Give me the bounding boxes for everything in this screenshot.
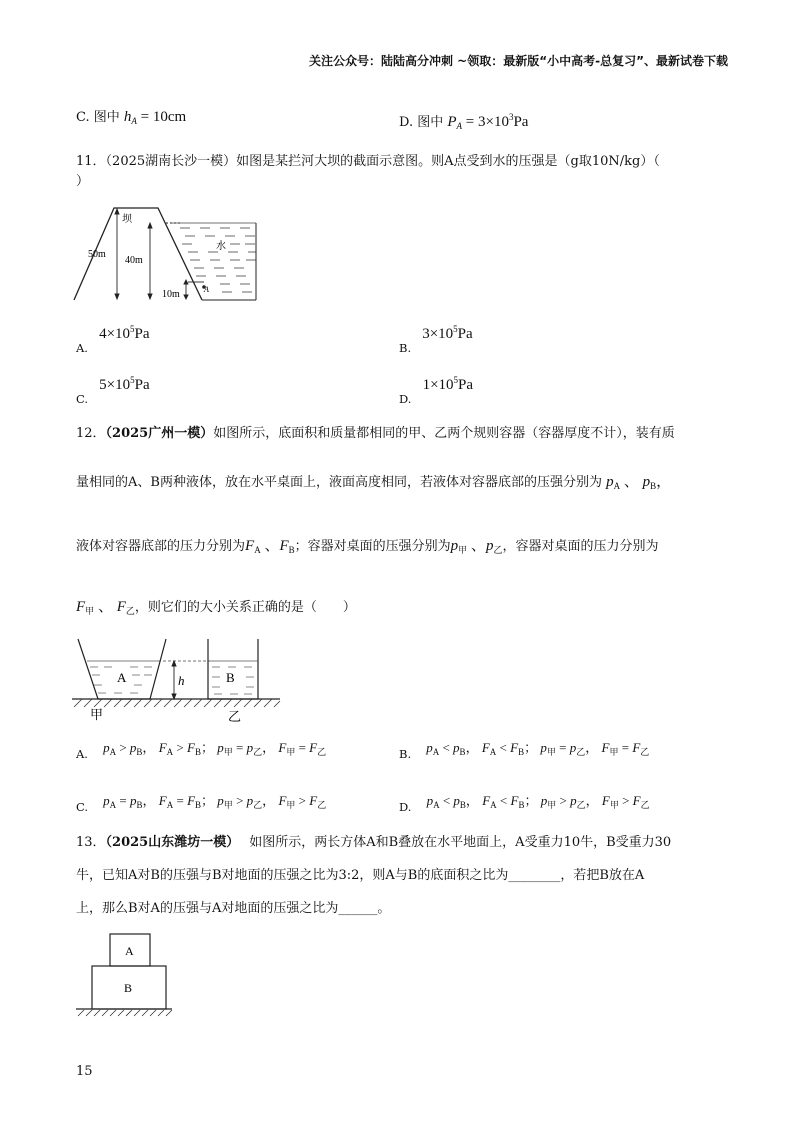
height-10m-label: 10m (162, 289, 180, 300)
q10-option-d (399, 108, 528, 135)
q12-stem-line1 (76, 425, 675, 443)
dam-label: 坝 (122, 214, 132, 225)
container-jia (78, 639, 166, 699)
q11-option-c-value: $5\times 10^5Pa$ (99, 375, 150, 393)
q12-line3-text: 液体对容器底部的压力分别为 (76, 539, 246, 554)
h-arrow (172, 661, 176, 699)
q13-blocks-figure (74, 930, 174, 1020)
q12-option-a (76, 737, 327, 761)
q13-stem-line1 (76, 834, 671, 852)
liquid-b-label: B (226, 670, 235, 685)
q11-option-c-letter: C. (76, 392, 89, 406)
q12-option-b-relations: $p_A < p_B$， $F_A < F_B$； $p_甲 = p_乙$， $F_甲 = F_乙$ (426, 740, 650, 757)
container-yi (208, 639, 258, 699)
q12-option-a-relations: $p_A > p_B$， $F_A > F_B$； $p_甲 = p_乙$， $F_甲 = F_乙$ (103, 740, 327, 757)
q12-Fjia-Fyi: $F_甲$ 、 $F_乙$ (76, 599, 135, 616)
ground-hatching (78, 1010, 172, 1016)
q10-option-c-label: C. 图中 (76, 110, 120, 125)
table-hatching (74, 699, 280, 707)
q12-FA-FB: $F_A$ 、$F_B$ (245, 538, 295, 555)
q12-option-c-letter: C. (76, 800, 89, 814)
q11-option-a (76, 323, 150, 355)
q12-stem-line3 (76, 537, 658, 559)
q12-option-a-letter: A. (76, 747, 88, 761)
q12-pjia-pyi: $p_甲$ 、$p_乙$ (450, 538, 503, 555)
block-a-label: A (125, 944, 134, 958)
q12-source: （2025广州一模） (105, 426, 214, 441)
q11-option-c (76, 374, 150, 406)
q12-containers-figure (70, 633, 285, 725)
q10-option-d-math: $P_A = 3\times 10^3Pa$ (447, 112, 529, 131)
q11-option-d-letter: D. (399, 392, 412, 406)
q13-stem-line2: 牛，已知A对B的压强与B对地面的压强之比为3:2，则A与B的底面积之比为________，若把B放在A (76, 868, 645, 883)
q12-option-d (399, 790, 650, 814)
block-b-label: B (124, 981, 133, 995)
page-number: 15 (76, 1064, 93, 1079)
q11-option-d (399, 374, 474, 406)
q12-stem-line4 (76, 598, 356, 620)
q12-option-d-relations: $p_A < p_B$， $F_A < F_B$； $p_甲 > p_乙$， $F_甲 > F_乙$ (426, 793, 650, 810)
water-region (170, 223, 256, 292)
liquid-a-label: A (117, 670, 127, 685)
q11-option-b-letter: B. (399, 341, 412, 355)
q11-option-b (399, 323, 473, 355)
q12-option-b-letter: B. (399, 747, 412, 761)
q12-option-b (399, 737, 650, 761)
q12-stem-line2 (76, 473, 671, 495)
q12-option-d-letter: D. (399, 800, 412, 814)
h-label: h (178, 673, 185, 688)
q10-option-c (76, 108, 186, 130)
q12-option-c-relations: $p_A = p_B$， $F_A = F_B$； $p_甲 > p_乙$， $F_甲 > F_乙$ (103, 793, 327, 810)
height-40m-label: 40m (125, 255, 143, 266)
q12-line2-text: 量相同的A、B两种液体，放在水平桌面上，液面高度相同，若液体对容器底部的压强分别为 (76, 475, 602, 490)
q11-dam-figure (70, 202, 260, 304)
q12-line3c-text: ，容器对桌面的压力分别为 (502, 539, 659, 554)
height-50m-label: 50m (88, 249, 106, 260)
page-header: 关注公众号：陆陆高分冲刺 ~领取：最新版“小中高考-总复习”、最新试卷下载 (309, 54, 728, 68)
q12-line4-text: ，则它们的大小关系正确的是（ ） (134, 600, 356, 615)
q11-option-a-letter: A. (76, 341, 88, 355)
q11-option-d-value: $1\times 10^5Pa$ (422, 375, 474, 393)
jia-label: 甲 (90, 707, 104, 722)
q10-option-c-math: $h_A = 10cm$ (123, 109, 187, 126)
q10-option-d-label: D. 图中 (399, 115, 444, 130)
q11-option-a-value: $4\times 10^5Pa$ (99, 324, 150, 342)
q12-pA-pB: $p_A$ 、 $p_B$， (606, 474, 672, 491)
q12-line1-text: 如图所示，底面积和质量都相同的甲、乙两个规则容器（容器厚度不计），装有质 (213, 426, 675, 441)
q13-number: 13． (76, 835, 106, 850)
q13-stem-line3: 上，那么B对A的压强与A对地面的压强之比为______。 (76, 901, 391, 916)
q12-number: 12． (76, 426, 106, 441)
yi-label: 乙 (228, 709, 242, 724)
q11-stem-line2: ） (76, 174, 90, 189)
q11-option-b-value: $3\times 10^5Pa$ (422, 324, 473, 342)
q11-stem-line1: 11．（2025湖南长沙一模）如图是某拦河大坝的截面示意图。则A点受到水的压强是（g取10N/kg）（ (76, 154, 660, 169)
q12-line3b-text: ；容器对桌面的压强分别为 (294, 539, 451, 554)
q13-line1-text: 如图所示，两长方体A和B叠放在水平地面上，A受重力10牛，B受重力30 (249, 835, 672, 850)
q13-source: （2025山东潍坊一模） (105, 835, 240, 850)
q12-option-c (76, 790, 327, 814)
water-label: 水 (216, 241, 226, 252)
point-a-label: A (204, 285, 209, 294)
